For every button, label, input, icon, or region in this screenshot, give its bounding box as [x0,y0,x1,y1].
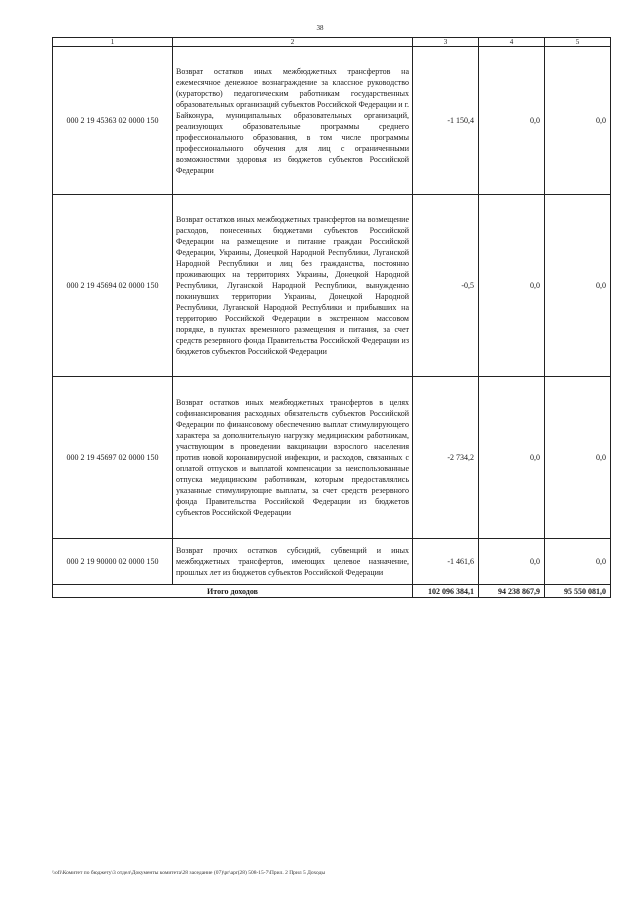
header-col-4: 4 [479,38,545,47]
table-row [53,47,611,195]
row-code: 000 2 19 45363 02 0000 150 [53,47,173,195]
row-value-col5: 0,0 [545,539,611,585]
header-col-3: 3 [413,38,479,47]
table-row [53,377,611,539]
total-row [53,585,611,598]
row-value-col5: 0,0 [545,377,611,539]
row-name: Возврат остатков иных межбюджетных трансфертов в целях софинансирования расходных обязательств субъектов Российской Федерации по финансовому обеспечению выплат стимулирующего характера за дополнительную нагрузку медицинским работникам, участвующим в проведении вакцинации взрослого населения против новой коронавирусной инфекции, и расходов, связанных с оплатой отпусков и выплатой компенсации за неиспользованные отпуска медицинским работникам, которым предоставлялись указанные стимулирующие выплаты, за счет средств резервного фонда Правительства Российской Федерации из бюджетов субъектов Российской Федерации [173,377,413,539]
row-value-col3: -2 734,2 [413,377,479,539]
header-col-1: 1 [53,38,173,47]
total-value-col3: 102 096 384,1 [413,585,479,598]
row-name: Возврат остатков иных межбюджетных трансфертов на ежемесячное денежное вознаграждение за классное руководство (кураторство) педагогическим работникам государственных образовательных организаций субъектов Российской Федерации и г. Байконура, муниципальных образовательных организаций, реализующих образовательные программы среднего профессионального образования, в том числе программы профессионального обучения для лиц с ограниченными возможностями здоровья из бюджетов субъектов Российской Федерации [173,47,413,195]
row-name: Возврат прочих остатков субсидий, субвенций и иных межбюджетных трансфертов, имеющих целевое назначение, прошлых лет из бюджетов субъектов Российской Федерации [173,539,413,585]
row-value-col5: 0,0 [545,195,611,377]
row-value-col4: 0,0 [479,195,545,377]
row-value-col4: 0,0 [479,47,545,195]
row-value-col5: 0,0 [545,47,611,195]
row-value-col4: 0,0 [479,539,545,585]
table-header-row [53,38,611,47]
row-code: 000 2 19 45697 02 0000 150 [53,377,173,539]
row-value-col3: -0,5 [413,195,479,377]
row-code: 000 2 19 45694 02 0000 150 [53,195,173,377]
page-number: 38 [316,24,324,32]
header-col-5: 5 [545,38,611,47]
total-value-col4: 94 238 867,9 [479,585,545,598]
row-value-col3: -1 150,4 [413,47,479,195]
row-value-col3: -1 461,6 [413,539,479,585]
revenue-table [52,37,611,598]
file-path-footer: \\ofi\Комитет по бюджету\3 отдел\Документы комитета\28 заседание (07)\pr\apr(28) 508-15-7\Прил. 2 Прил 5 Доходы [52,870,326,876]
row-value-col4: 0,0 [479,377,545,539]
header-col-2: 2 [173,38,413,47]
table-row [53,195,611,377]
row-code: 000 2 19 90000 02 0000 150 [53,539,173,585]
total-label: Итого доходов [53,585,413,598]
total-value-col5: 95 550 081,0 [545,585,611,598]
row-name: Возврат остатков иных межбюджетных трансфертов на возмещение расходов, понесенных бюджетами субъектов Российской Федерации на размещение и питание граждан Российской Федерации, Украины, Донецкой Народной Республики, Луганской Народной Республики и лиц без гражданства, постоянно проживающих на территориях Украины, Донецкой Народной Республики, Луганской Народной Республики, вынужденно покинувших территории Украины, Донецкой Народной Республики, Луганской Народной Республики и прибывших на территорию Российской Федерации в экстренном массовом порядке, в пунктах временного размещения и питания, за счет средств резервного фонда Правительства Российской Федерации из бюджетов субъектов Российской Федерации [173,195,413,377]
table-row [53,539,611,585]
